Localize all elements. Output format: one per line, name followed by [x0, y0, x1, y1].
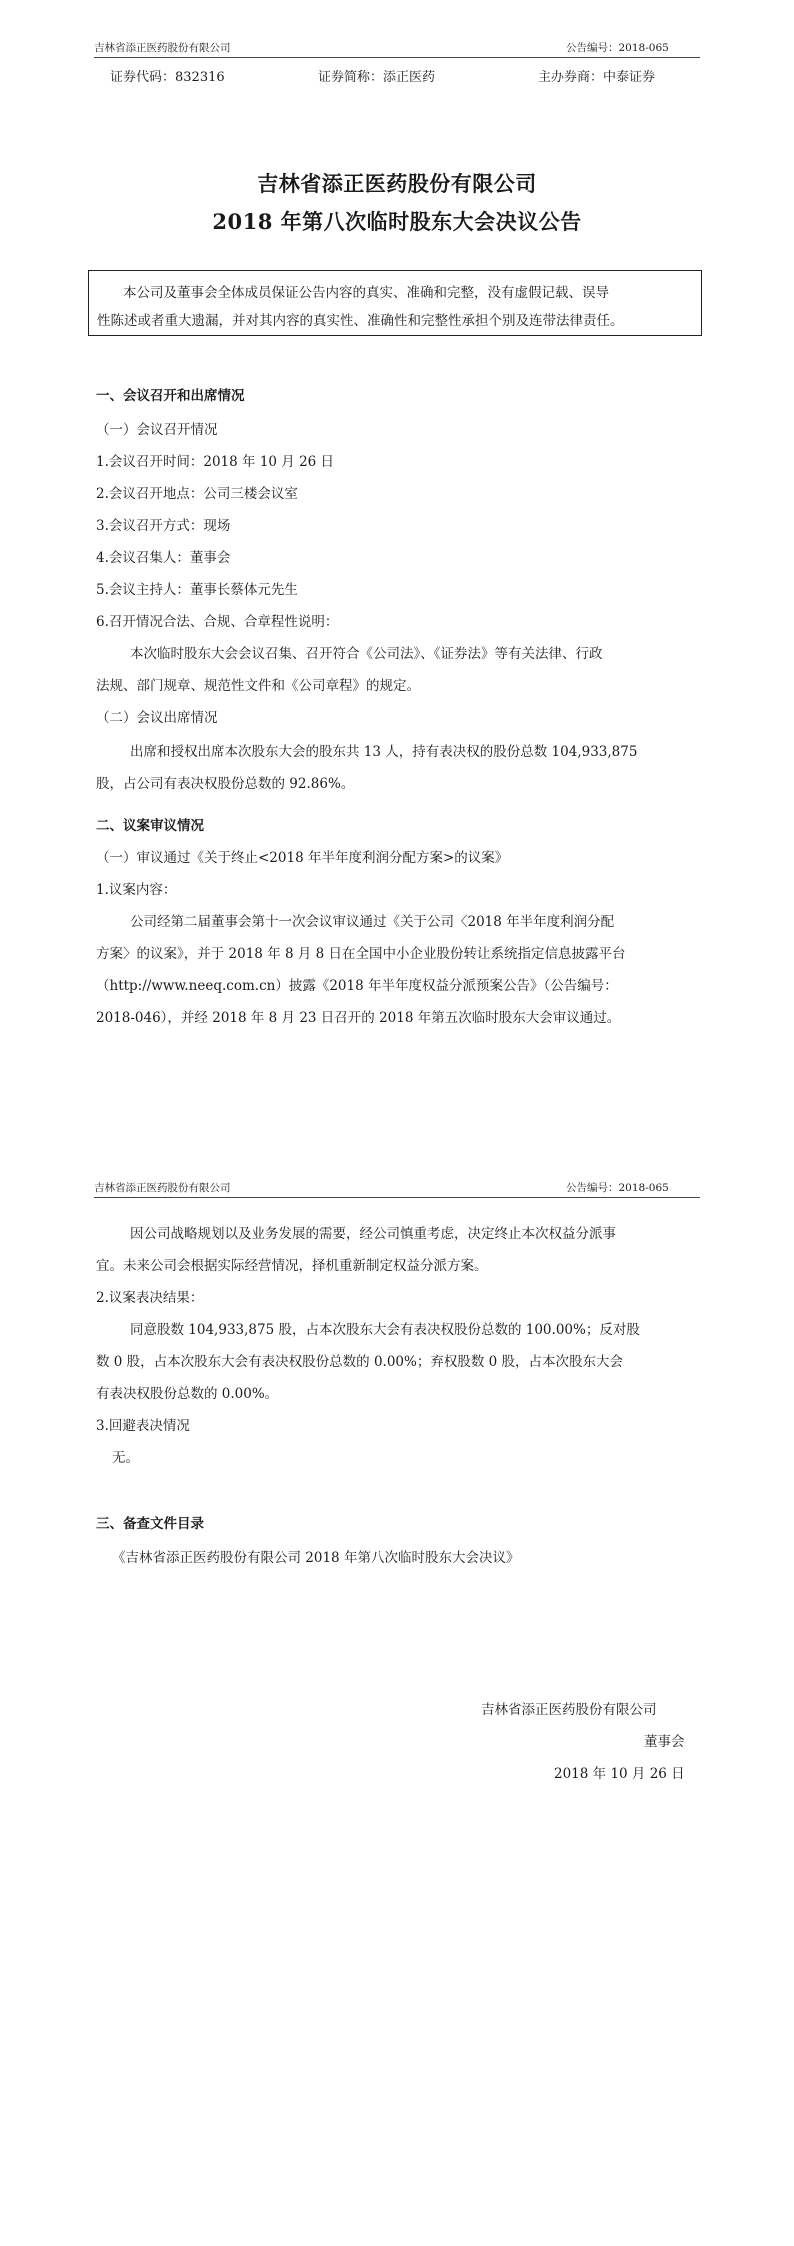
meeting-time: 1.会议召开时间：2018 年 10 月 26 日	[96, 454, 335, 470]
recusal-text: 无。	[112, 1450, 139, 1466]
meeting-attendance-subheading: （二）会议出席情况	[96, 710, 218, 726]
meeting-place: 2.会议召开地点：公司三楼会议室	[96, 486, 298, 502]
legality-statement-line-2: 法规、部门规章、规范性文件和《公司章程》的规定。	[96, 678, 420, 694]
header-notice-number: 公告编号：2018-065	[566, 1182, 669, 1194]
vote-result-label: 2.议案表决结果：	[96, 1290, 204, 1306]
signature-board: 董事会	[644, 1734, 685, 1750]
vote-result-line-2: 数 0 股，占本次股东大会有表决权股份总数的 0.00%；弃权股数 0 股，占本次股东大会	[96, 1354, 624, 1370]
motion-content-line-2: 方案〉的议案》，并于 2018 年 8 月 8 日在全国中小企业股份转让系统指定信息披露平台	[96, 946, 626, 962]
attendance-line-2: 股，占公司有表决权股份总数的 92.86%。	[96, 776, 355, 792]
title-announcement: 2018 年第八次临时股东大会决议公告	[212, 209, 582, 234]
disclaimer-box	[88, 270, 702, 336]
meeting-convener: 4.会议召集人：董事会	[96, 550, 231, 566]
header-company: 吉林省添正医药股份有限公司	[94, 42, 231, 54]
attendance-line-1: 出席和授权出席本次股东大会的股东共 13 人，持有表决权的股份总数 104,933,875	[130, 744, 638, 760]
sponsor-broker: 主办券商：中泰证券	[538, 70, 656, 85]
motion-1-subheading: （一）审议通过《关于终止<2018 年半年度利润分配方案>的议案》	[96, 850, 509, 866]
disclaimer-line-2: 性陈述或者重大遗漏，并对其内容的真实性、准确性和完整性承担个别及连带法律责任。	[97, 313, 624, 329]
header-company: 吉林省添正医药股份有限公司	[94, 1182, 231, 1194]
vote-result-line-3: 有表决权股份总数的 0.00%。	[96, 1386, 279, 1402]
meeting-method: 3.会议召开方式：现场	[96, 518, 231, 534]
termination-reason-line-1: 因公司战略规划以及业务发展的需要，经公司慎重考虑，决定终止本次权益分派事	[130, 1226, 616, 1242]
header-divider	[94, 1197, 700, 1198]
securities-abbreviation: 证券简称：添正医药	[318, 70, 436, 85]
meeting-convening-subheading: （一）会议召开情况	[96, 422, 218, 438]
header-divider	[94, 57, 700, 58]
motion-content-line-1: 公司经第二届董事会第十一次会议审议通过《关于公司〈2018 年半年度利润分配	[130, 914, 615, 930]
motion-content-line-3: （http://www.neeq.com.cn）披露《2018 年半年度权益分派预案公告》（公告编号：	[96, 978, 618, 994]
reference-document: 《吉林省添正医药股份有限公司 2018 年第八次临时股东大会决议》	[112, 1550, 520, 1566]
legality-statement-line-1: 本次临时股东大会会议召集、召开符合《公司法》、《证券法》等有关法律、行政	[130, 646, 603, 662]
disclaimer-line-1: 本公司及董事会全体成员保证公告内容的真实、准确和完整，没有虚假记载、误导	[123, 285, 609, 301]
termination-reason-line-2: 宜。未来公司会根据实际经营情况，择机重新制定权益分派方案。	[96, 1258, 488, 1274]
vote-result-line-1: 同意股数 104,933,875 股，占本次股东大会有表决权股份总数的 100.00%；反对股	[130, 1322, 640, 1338]
recusal-label: 3.回避表决情况	[96, 1418, 190, 1434]
section-3-heading: 三、备查文件目录	[96, 1516, 204, 1532]
signature-date: 2018 年 10 月 26 日	[554, 1766, 685, 1782]
title-company: 吉林省添正医药股份有限公司	[257, 171, 537, 196]
header-notice-number: 公告编号：2018-065	[566, 42, 669, 54]
signature-company: 吉林省添正医药股份有限公司	[481, 1702, 657, 1718]
motion-content-line-4: 2018-046），并经 2018 年 8 月 23 日召开的 2018 年第五次临时股东大会审议通过。	[96, 1010, 621, 1026]
section-1-heading: 一、会议召开和出席情况	[96, 388, 245, 404]
meeting-chairperson: 5.会议主持人：董事长蔡体元先生	[96, 582, 298, 598]
legality-statement-label: 6.召开情况合法、合规、合章程性说明：	[96, 614, 339, 630]
motion-content-label: 1.议案内容：	[96, 882, 177, 898]
securities-code: 证券代码：832316	[110, 70, 225, 85]
section-2-heading: 二、议案审议情况	[96, 818, 204, 834]
